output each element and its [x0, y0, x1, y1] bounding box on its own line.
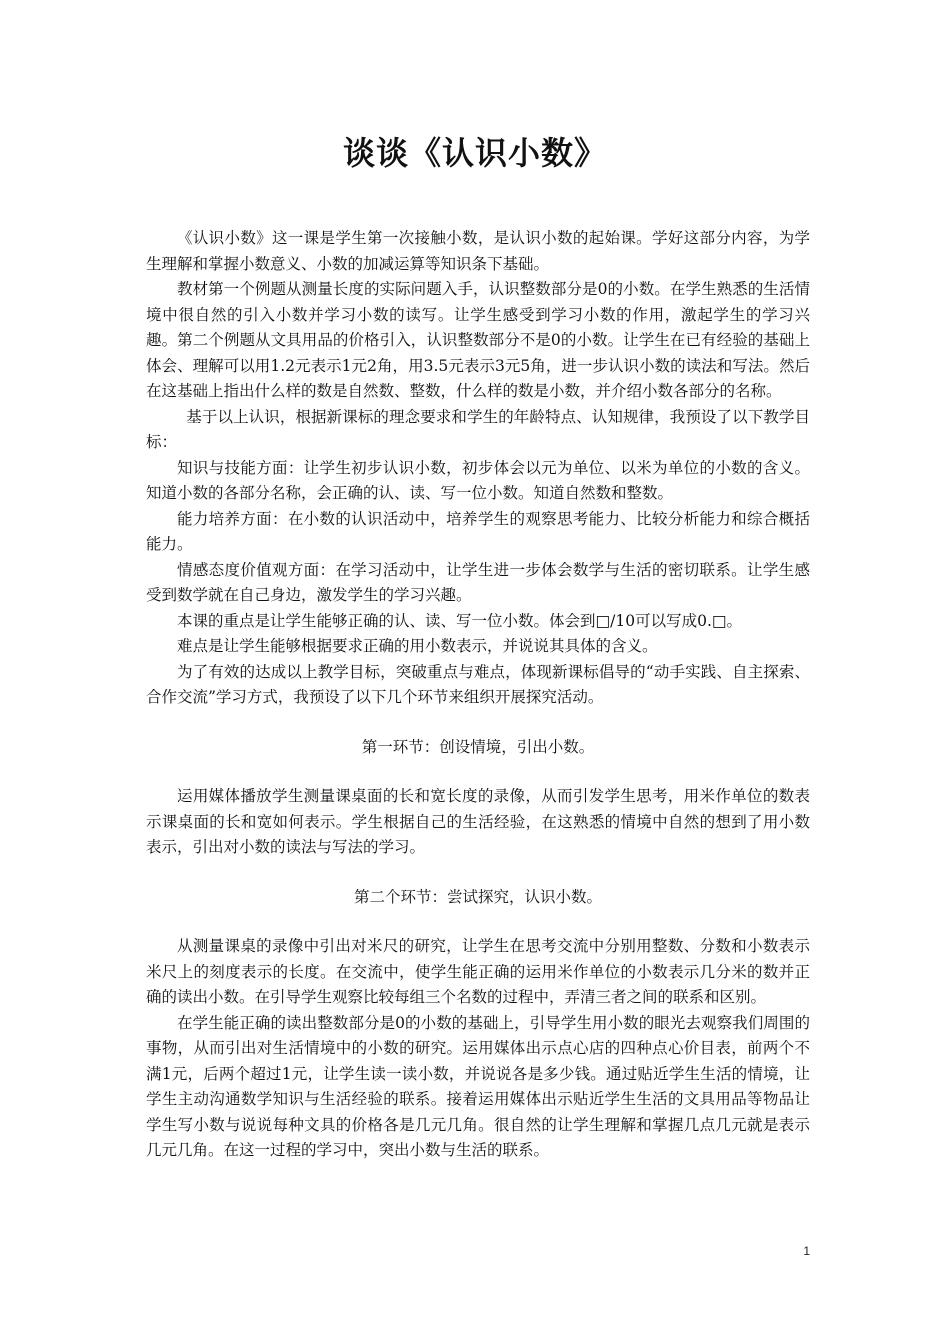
section-2-paragraph-2: 在学生能正确的读出整数部分是0的小数的基础上，引导学生用小数的眼光去观察我们周围的事物，从而引出对生活情境中的小数的研究。运用媒体出示点心店的四种点心价目表，前两个不满1元，后两个超过1元，让学生读一读小数，并说说各是多少钱。通过贴近学生生活的情境，让学生主动沟通数学知识与生活经验的联系。接着运用媒体出示贴近学生生活的文具用品等物品让学生写小数与说说每种文具的价格各是几元几角。很自然的让学生理解和掌握几点几元就是表示几元几角。在这一过程的学习中，突出小数与生活的联系。	[146, 1013, 810, 1159]
page-title: 谈谈《认识小数》	[342, 134, 607, 172]
page-number: 1	[803, 1244, 810, 1258]
section-2-paragraph-1: 从测量课桌的录像中引出对米尺的研究，让学生在思考交流中分别用整数、分数和小数表示米尺上的刻度表示的长度。在交流中，使学生能正确的运用米作单位的小数表示几分米的数并正确的读出小数。在引导学生观察比较每组三个名数的过程中，弄清三者之间的联系和区别。	[146, 937, 810, 1006]
paragraph-textbook: 教材第一个例题从测量长度的实际问题入手，认识整数部分是0的小数。在学生熟悉的生活情境中很自然的引入小数并学习小数的读写。让学生感受到学习小数的作用，激起学生的学习兴趣。第二个例题从文具用品的价格引入，认识整数部分不是0的小数。让学生在已有经验的基础上体会、理解可以用1.2元表示1元2角，用3.5元表示3元5角，进一步认识小数的读法和写法。然后在这基础上指出什么样的数是自然数、整数，什么样的数是小数，并介绍小数各部分的名称。	[146, 280, 810, 400]
paragraph-goal-ability: 能力培养方面：在小数的认识活动中，培养学生的观察思考能力、比较分析能力和综合概括能力。	[146, 509, 810, 553]
section-1-paragraph: 运用媒体播放学生测量课桌面的长和宽长度的录像，从而引发学生思考，用米作单位的数表示课桌面的长和宽如何表示。学生根据自己的生活经验，在这熟悉的情境中自然的想到了用小数表示，引出对小数的读法与写法的学习。	[146, 787, 810, 856]
section-heading-2: 第二个环节：尝试探究，认识小数。	[353, 887, 602, 906]
paragraph-plan: 为了有效的达成以上教学目标，突破重点与难点，体现新课标倡导的“动手实践、自主探索、合作交流”学习方式，我预设了以下几个环节来组织开展探究活动。	[146, 662, 810, 706]
paragraph-difficulty: 难点是让学生能够根据要求正确的用小数表示，并说说其具体的含义。	[177, 637, 658, 655]
paragraph-basis: 基于以上认识，根据新课标的理念要求和学生的年龄特点、认知规律，我预设了以下教学目标：	[146, 407, 810, 451]
paragraph-key-point: 本课的重点是让学生能够正确的认、读、写一位小数。体会到□/10可以写成0.□。	[177, 611, 743, 630]
paragraph-intro: 《认识小数》这一课是学生第一次接触小数，是认识小数的起始课。学好这部分内容，为学生理解和掌握小数意义、小数的加减运算等知识条下基础。	[146, 229, 810, 273]
paragraph-goal-knowledge: 知识与技能方面：让学生初步认识小数，初步体会以元为单位、以米为单位的小数的含义。知道小数的各部分名称，会正确的认、读、写一位小数。知道自然数和整数。	[146, 458, 810, 502]
section-heading-1: 第一环节：创设情境，引出小数。	[361, 737, 595, 756]
paragraph-goal-emotion: 情感态度价值观方面：在学习活动中，让学生进一步体会数学与生活的密切联系。让学生感受到数学就在自己身边，激发学生的学习兴趣。	[146, 560, 810, 604]
document-body	[146, 226, 810, 1164]
